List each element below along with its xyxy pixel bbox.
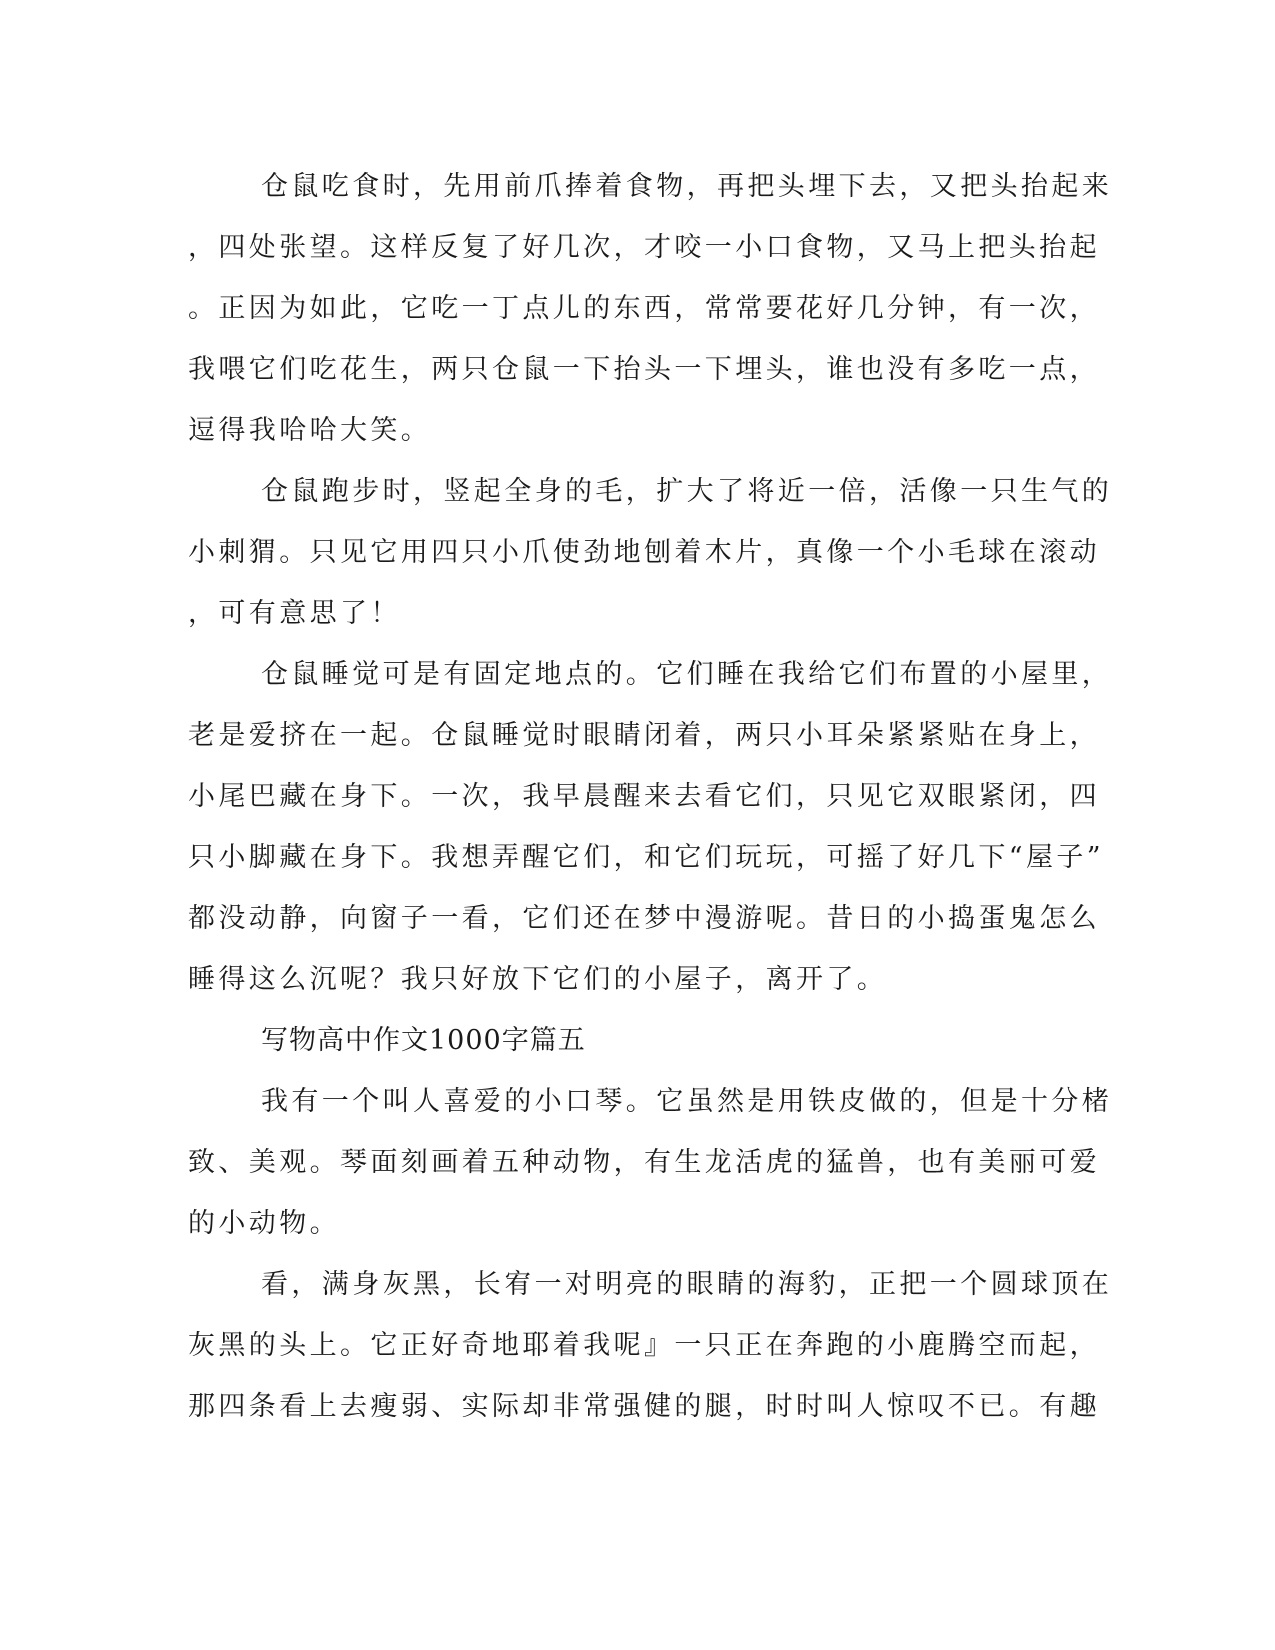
text-line: 仓鼠跑步时，竖起全身的毛，扩大了将近一倍，活像一只生气的 — [261, 476, 1113, 507]
text-line: 。正因为如此，它吃一丁点儿的东西，常常要花好几分钟，有一次， — [188, 293, 1100, 324]
paragraph-hamster-running — [188, 461, 1113, 644]
text-line: 仓鼠睡觉可是有固定地点的。它们睡在我给它们布置的小屋里， — [261, 659, 1113, 690]
text-line: ，四处张望。这样反复了好几次，才咬一小口食物，又马上把头抬起 — [188, 232, 1100, 263]
section-title: 写物高中作文1000字篇五 — [261, 1025, 586, 1056]
text-line: 逗得我哈哈大笑。 — [188, 415, 432, 446]
text-line: 看，满身灰黑，长宥一对明亮的眼睛的海豹，正把一个圆球顶在 — [261, 1269, 1113, 1300]
document-body — [188, 156, 1113, 1437]
text-line: 致、美观。琴面刻画着五种动物，有生龙活虎的猛兽，也有美丽可爱 — [188, 1147, 1100, 1178]
text-line: 我有一个叫人喜爱的小口琴。它虽然是用铁皮做的，但是十分楮 — [261, 1086, 1113, 1117]
text-line: 的小动物。 — [188, 1208, 340, 1239]
paragraph-hamster-eating — [188, 156, 1113, 461]
text-line: 小尾巴藏在身下。一次，我早晨醒来去看它们，只见它双眼紧闭，四 — [188, 781, 1100, 812]
text-line: 那四条看上去瘦弱、实际却非常强健的腿，时时叫人惊叹不已。有趣 — [188, 1391, 1100, 1422]
paragraph-hamster-sleeping — [188, 644, 1113, 1010]
text-line: 只小脚藏在身下。我想弄醒它们，和它们玩玩，可摇了好几下“屋子” — [188, 842, 1105, 873]
text-line: 小刺猬。只见它用四只小爪使劲地刨着木片，真像一个小毛球在滚动 — [188, 537, 1100, 568]
text-line: 我喂它们吃花生，两只仓鼠一下抬头一下埋头，谁也没有多吃一点， — [188, 354, 1100, 385]
text-line: 灰黑的头上。它正好奇地耶着我呢』一只正在奔跑的小鹿腾空而起， — [188, 1330, 1100, 1361]
section-heading — [188, 1010, 1080, 1071]
text-line: 老是爱挤在一起。仓鼠睡觉时眼睛闭着，两只小耳朵紧紧贴在身上， — [188, 720, 1100, 751]
paragraph-harmonica-animals — [188, 1254, 1113, 1437]
text-line: 仓鼠吃食时，先用前爪捧着食物，再把头埋下去，又把头抬起来 — [261, 171, 1113, 202]
text-line: 都没动静，向窗子一看，它们还在梦中漫游呢。昔日的小捣蛋鬼怎么 — [188, 903, 1100, 934]
text-line: 睡得这么沉呢？我只好放下它们的小屋子，离开了。 — [188, 964, 888, 995]
text-line: ，可有意思了！ — [188, 598, 401, 629]
paragraph-harmonica-intro — [188, 1071, 1113, 1254]
